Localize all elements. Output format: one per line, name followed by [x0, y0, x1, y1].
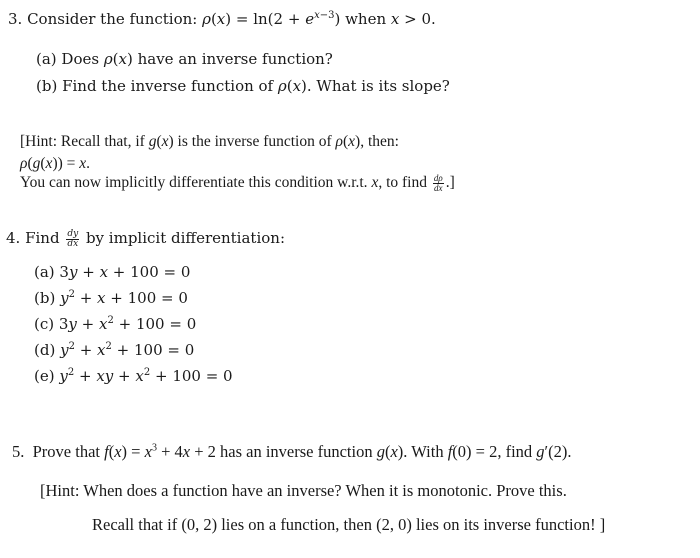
drho-dx-fraction: $\frac{d\rho}{dx}$: [433, 173, 443, 193]
q3-part-a: (a) Does ρ(x) have an inverse function?: [36, 50, 333, 68]
q4-part-a: (a) 3y + x + 100 = 0: [34, 263, 191, 281]
q3-hint-line2: ρ(g(x)) = x.: [20, 155, 91, 172]
q4-number: 4.: [6, 229, 21, 247]
q5-hint-line1: [Hint: When does a function have an inverse? When it is monotonic. Prove this.: [40, 481, 567, 500]
q4-part-e: (e) $y^2$ + xy + $x^2 + 100 = 0$: [34, 367, 233, 385]
q3-part-b: (b) Find the inverse function of ρ(x). What is its slope?: [36, 77, 450, 95]
dy-dx-fraction: $\frac{dy}{dx}$: [67, 228, 79, 249]
q4-part-b: (b) $y^2 + x + 100 = 0$: [34, 289, 188, 307]
q3-number: 3.: [8, 10, 23, 28]
q5-statement: 5. Prove that $f(x) = x^3 + 4x + 2$ has an inverse function g(x). With f(0) = 2, find g′(2).: [12, 442, 572, 461]
q5-number: 5.: [12, 442, 25, 461]
q5-hint-line2: Recall that if (0, 2) lies on a function, then (2, 0) lies on its inverse function! ]: [92, 515, 606, 534]
q4-part-c: (c) $3y + x^2 + 100 = 0$: [34, 315, 197, 333]
q4-statement: 4. Find $\frac{dy}{dx}$ by implicit differentiation:: [6, 228, 285, 249]
q3-hint-line1: [Hint: Recall that, if g(x) is the inverse function of ρ(x), then:: [20, 133, 399, 150]
q4-part-d: (d) $y^2 + x^2 + 100 = 0$: [34, 341, 195, 359]
q3-statement: 3. Consider the function: $\rho(x) = \ln(2 + e^{x-3})$ when x > 0.: [8, 10, 436, 28]
q3-hint-line3: You can now implicitly differentiate this condition w.r.t. x, to find $\frac{d\rho}{dx}$ .]: [20, 173, 455, 193]
